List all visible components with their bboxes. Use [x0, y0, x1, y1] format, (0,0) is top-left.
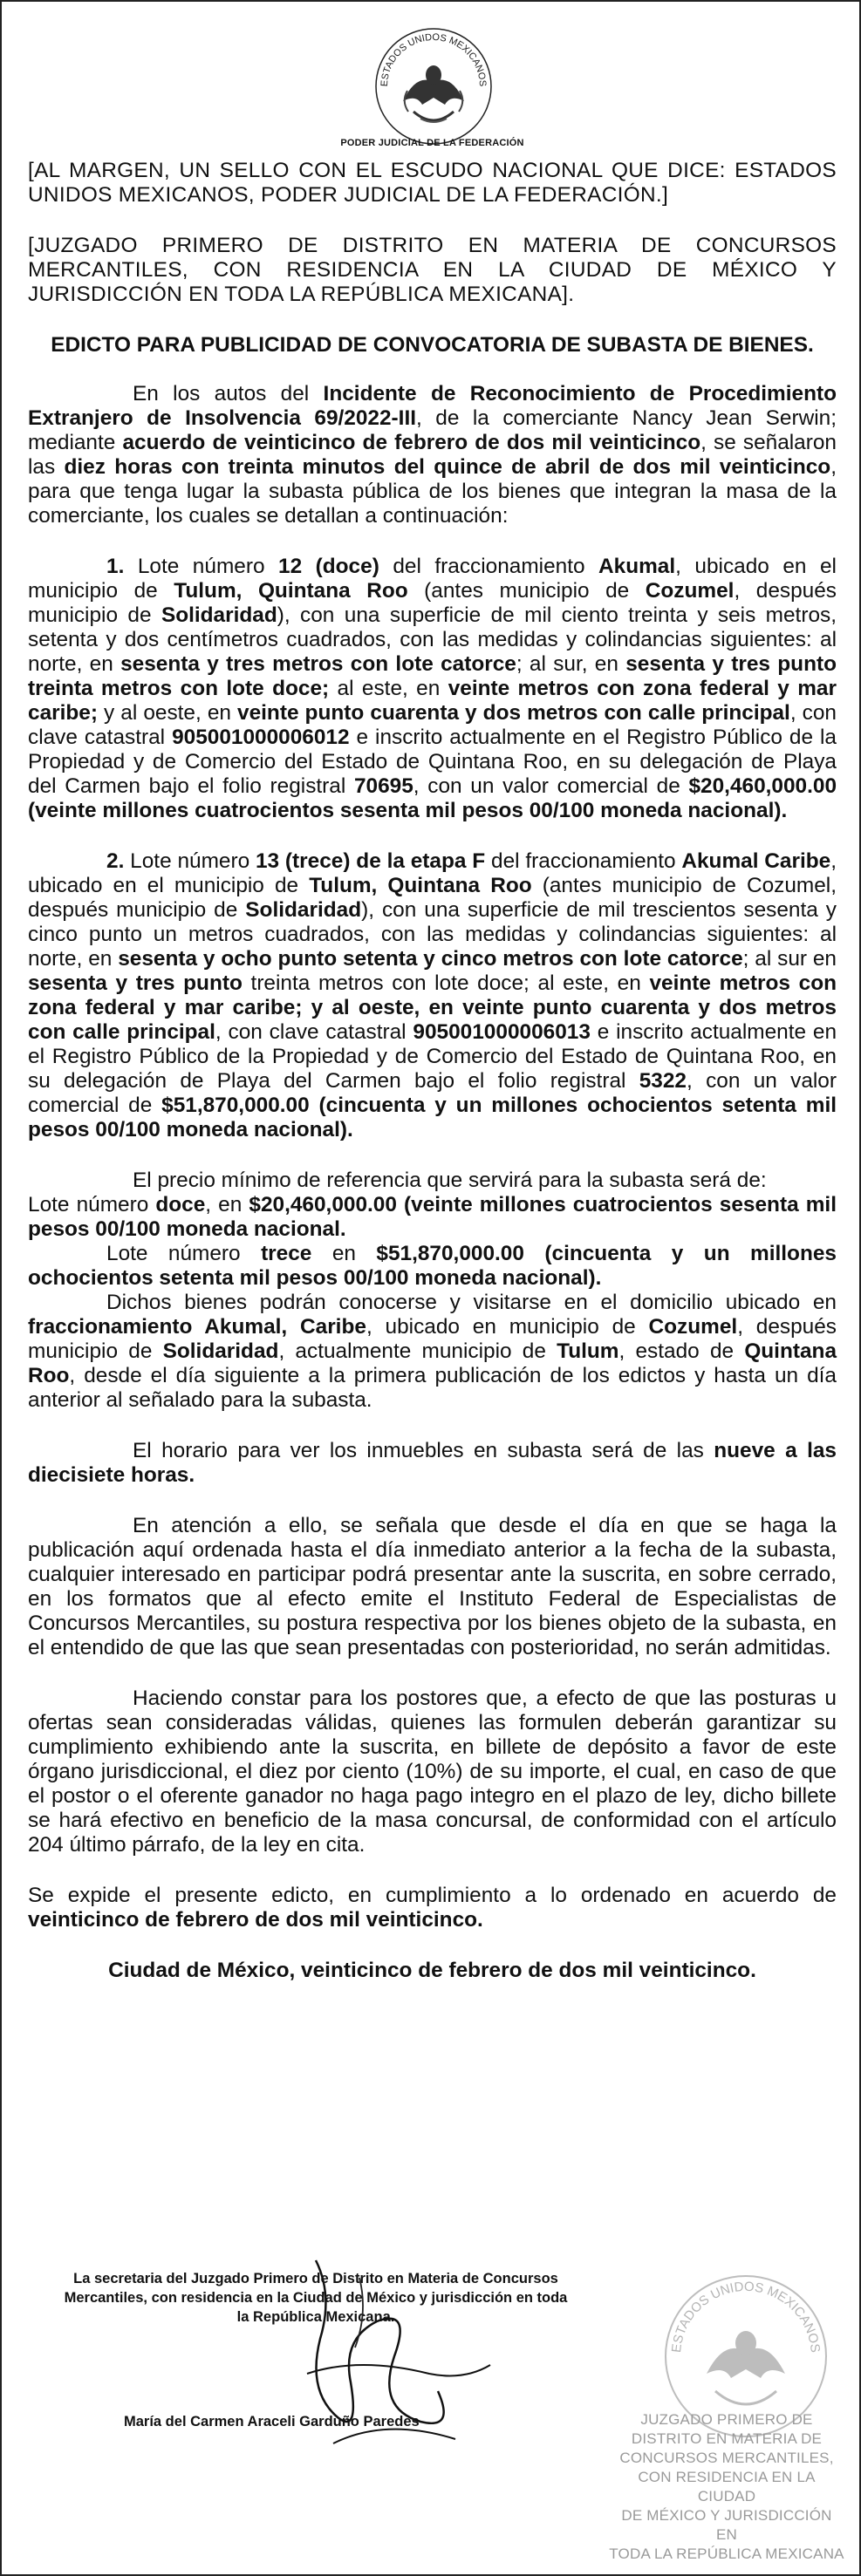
text-run: , desde el día siguiente a la primera publicación de los edictos y hasta un día anterior al señalado para la subasta.: [28, 1364, 837, 1412]
paragraph-price-lot-13: [28, 1242, 837, 1291]
bold-text-run: acuerdo de veinticinco de febrero de dos mil veinticinco: [122, 431, 701, 454]
text-run: ), con una superficie de mil ciento treinta y seis metros, setenta y dos centímetros cuadrados, con las medidas y colindancias siguientes: al norte, en: [28, 603, 837, 676]
text-run: , para que tenga lugar la subasta pública de los bienes que integran la masa de la comerciante, los cuales se detallan a continuación:: [28, 455, 837, 528]
bold-text-run: veinte punto cuarenta y dos metros con calle principal: [237, 701, 790, 725]
text-run: Lote número: [124, 555, 279, 578]
text-run: del fraccionamiento: [379, 555, 599, 578]
text-run: (antes municipio de: [407, 579, 646, 603]
bold-text-run: sesenta y tres punto: [28, 971, 243, 995]
bold-text-run: Solidaridad: [161, 603, 277, 627]
bold-text-run: $20,460,000.00 (veinte millones cuatrocientos sesenta mil pesos 00/100 moneda nacional).: [28, 774, 837, 822]
paragraph-lot-1: [28, 555, 837, 823]
bold-text-run: trece: [261, 1242, 312, 1265]
text-run: , después municipio de: [28, 579, 837, 627]
stamp-line: DISTRITO EN MATERIA DE: [631, 2430, 823, 2447]
bold-text-run: 1.: [106, 555, 125, 578]
paragraph-lot-2: [28, 849, 837, 1142]
bold-text-run: Cozumel: [648, 1315, 738, 1339]
signer-name: María del Carmen Araceli Garduño Paredes: [124, 2414, 420, 2429]
stamp-line: CON RESIDENCIA EN LA CIUDAD: [638, 2469, 816, 2504]
bold-text-run: 70695: [353, 774, 413, 798]
text-run: En los autos del: [133, 382, 324, 405]
text-run: , después municipio de: [28, 1315, 837, 1363]
text-run: , con clave catastral: [28, 701, 837, 749]
bold-text-run: Akumal Caribe: [681, 849, 831, 873]
stamp-line: CONCURSOS MERCANTILES,: [619, 2450, 834, 2466]
bold-text-run: 5322: [639, 1069, 687, 1093]
text-run: ; al sur, en: [516, 652, 626, 676]
text-run: El horario para ver los inmuebles en subasta será de las: [133, 1439, 714, 1462]
stamp-line: TODA LA REPÚBLICA MEXICANA: [609, 2545, 844, 2562]
text-run: e inscrito actualmente en el Registro Público de la Propiedad y de Comercio del Estado de Quintana Roo, en su delegación de Playa del Carmen bajo el folio registral: [28, 1020, 837, 1093]
bold-text-run: sesenta y tres punto treinta metros con lote doce;: [28, 652, 837, 700]
text-run: ), con una superficie de mil trescientos sesenta y cinco punto un metros cuadrados, con las medidas y colindancias siguientes: al norte, en: [28, 898, 837, 971]
text-run: Lote número: [106, 1242, 262, 1265]
bold-text-run: fraccionamiento Akumal, Caribe: [28, 1315, 366, 1339]
text-run: , ubicado en municipio de: [366, 1315, 649, 1339]
text-run: , ubicado en el municipio de: [28, 555, 837, 603]
stamp-line: JUZGADO PRIMERO DE: [640, 2411, 813, 2428]
stamp-line: DE MÉXICO Y JURISDICCIÓN EN: [621, 2507, 832, 2543]
bold-text-run: Solidaridad: [162, 1339, 279, 1363]
bold-text-run: Cozumel: [645, 579, 735, 603]
paragraph-bids: [28, 1514, 837, 1660]
text-run: , con un valor comercial de: [413, 774, 689, 798]
bold-text-run: Tulum, Quintana Roo: [309, 874, 532, 897]
bold-text-run: nueve a las diecisiete horas.: [28, 1439, 837, 1487]
bold-text-run: Tulum: [557, 1339, 619, 1363]
bold-text-run: veinte metros con zona federal y mar caribe; y al oeste, en veinte punto cuarenta y dos metros con calle principal: [28, 971, 837, 1044]
paragraph-autos: [28, 382, 837, 528]
bold-text-run: Solidaridad: [245, 898, 362, 922]
bold-text-run: 905001000006013: [413, 1020, 591, 1044]
text-run: Lote número: [28, 1193, 156, 1216]
text-run: y al oeste, en: [97, 701, 238, 725]
text-run: en: [311, 1242, 377, 1265]
text-run: al este, en: [329, 677, 448, 700]
text-run: , en: [205, 1193, 249, 1216]
handwritten-signature: [255, 2243, 516, 2470]
bold-text-run: 13 (trece) de la etapa F: [255, 849, 486, 873]
paragraph-visit: [28, 1291, 837, 1413]
court-stamp-text: [609, 2410, 844, 2564]
secretary-line: Mercantiles, con residencia en la Ciudad de México y jurisdicción en toda: [64, 2290, 568, 2306]
secretary-line: la República Mexicana.: [236, 2309, 395, 2325]
bold-text-run: 12 (doce): [278, 555, 379, 578]
text-run: En atención a ello, se señala que desde el día en que se haga la publicación aquí ordenada hasta el día inmediato anterior a la fecha de la subasta, cualquier interesado en participar podrá presentar ante la suscrita, en sobre cerrado, en los formatos que al efecto emite el Instituto Federal de Especialistas de Concursos Mercantiles, su postura respectiva por los bienes objeto de la subasta, en el entendido de que las que sean presentadas con posterioridad, no serán admitidas.: [28, 1514, 837, 1659]
bold-text-run: veinte metros con zona federal y mar caribe;: [28, 677, 837, 725]
bold-text-run: 905001000006012: [172, 726, 350, 749]
bold-text-run: Incidente de Reconocimiento de Procedimiento Extranjero de Insolvencia 69/2022-III: [28, 382, 837, 430]
court-note: [JUZGADO PRIMERO DE DISTRITO EN MATERIA DE CONCURSOS MERCANTILES, CON RESIDENCIA EN LA CIUDAD DE MÉXICO Y JURISDICCIÓN EN TODA LA REPÚBLICA MEXICANA].: [28, 234, 837, 306]
text-run: , estado de: [618, 1339, 745, 1363]
paragraph-issued: [28, 1884, 837, 1932]
bold-text-run: $51,870,000.00 (cincuenta y un millones ochocientos setenta mil pesos 00/100 moneda nacional).: [28, 1094, 837, 1141]
text-run: , se señalaron las: [28, 431, 837, 479]
text-run: , actualmente municipio de: [278, 1339, 557, 1363]
seal-caption: PODER JUDICIAL DE LA FEDERACIÓN: [340, 138, 524, 148]
text-run: ; al sur en: [742, 947, 837, 971]
text-run: , con un valor comercial de: [28, 1069, 837, 1117]
bold-text-run: sesenta y ocho punto setenta y cinco metros con lote catorce: [118, 947, 743, 971]
seal-ring-text: ESTADOS UNIDOS MEXICANOS: [379, 31, 489, 87]
paragraph-minimum-price: [28, 1169, 837, 1193]
bold-text-run: doce: [155, 1193, 206, 1216]
text-run: treinta metros con lote doce; al este, en: [242, 971, 650, 995]
bold-text-run: $51,870,000.00 (cincuenta y un millones ochocientos setenta mil pesos 00/100 moneda nacional).: [28, 1242, 837, 1290]
national-seal-icon: [368, 21, 499, 152]
text-run: del fraccionamiento: [485, 849, 682, 873]
stamp-ring-text: ESTADOS UNIDOS MEXICANOS: [669, 2279, 823, 2354]
paragraph-guarantee: [28, 1687, 837, 1857]
margin-note: [AL MARGEN, UN SELLO CON EL ESCUDO NACIONAL QUE DICE: ESTADOS UNIDOS MEXICANOS, PODER JUDICIAL DE LA FEDERACIÓN.]: [28, 159, 837, 207]
text-run: Se expide el presente edicto, en cumplimiento a lo ordenado en acuerdo de: [28, 1884, 837, 1907]
text-run: , ubicado en el municipio de: [28, 849, 837, 897]
text-run: e inscrito actualmente en el Registro Público de la Propiedad y de Comercio del Estado de Quintana Roo, en su delegación de Playa del Carmen bajo el folio registral: [28, 726, 837, 798]
edict-title: EDICTO PARA PUBLICIDAD DE CONVOCATORIA DE SUBASTA DE BIENES.: [51, 333, 814, 357]
text-run: , de la comerciante Nancy Jean Serwin; mediante: [28, 406, 837, 454]
text-run: Haciendo constar para los postores que, a efecto de que las posturas u ofertas sean consideradas válidas, quienes las formulen deberán garantizar su cumplimiento exhibiendo ante la suscrita, en billete de depósito a favor de este órgano jurisdiccional, el diez por ciento (10%) de su importe, el cual, en caso de que el postor o el oferente ganador no haga pago integro en el plazo de ley, dicho billete se hará efectivo en beneficio de la masa concursal, de conformidad con el artículo 204 último párrafo, de la ley en cita.: [28, 1687, 837, 1857]
paragraph-price-lot-12: [28, 1193, 837, 1242]
text-run: Lote número: [124, 849, 256, 873]
paragraph-schedule: [28, 1439, 837, 1488]
secretary-line: La secretaria del Juzgado Primero de Distrito en Materia de Concursos: [73, 2271, 558, 2286]
text-run: , con clave catastral: [215, 1020, 413, 1044]
text-run: Dichos bienes podrán conocerse y visitarse en el domicilio ubicado en: [106, 1291, 837, 1314]
bold-text-run: Tulum, Quintana Roo: [174, 579, 408, 603]
text-run: (antes municipio de Cozumel, después municipio de: [28, 874, 837, 922]
bold-text-run: Quintana Roo: [28, 1339, 837, 1387]
bold-text-run: veinticinco de febrero de dos mil veinticinco.: [28, 1908, 483, 1932]
bold-text-run: $20,460,000.00 (veinte millones cuatrocientos sesenta mil pesos 00/100 moneda nacional.: [28, 1193, 837, 1241]
edict-content: [28, 159, 837, 2009]
text-run: El precio mínimo de referencia que servirá para la subasta será de:: [133, 1169, 767, 1192]
bold-text-run: Akumal: [598, 555, 676, 578]
bold-text-run: 2.: [106, 849, 125, 873]
bold-text-run: sesenta y tres metros con lote catorce: [120, 652, 516, 676]
bold-text-run: diez horas con treinta minutos del quince de abril de dos mil veinticinco: [64, 455, 831, 479]
closing-date: Ciudad de México, veinticinco de febrero de dos mil veinticinco.: [108, 1959, 756, 1982]
